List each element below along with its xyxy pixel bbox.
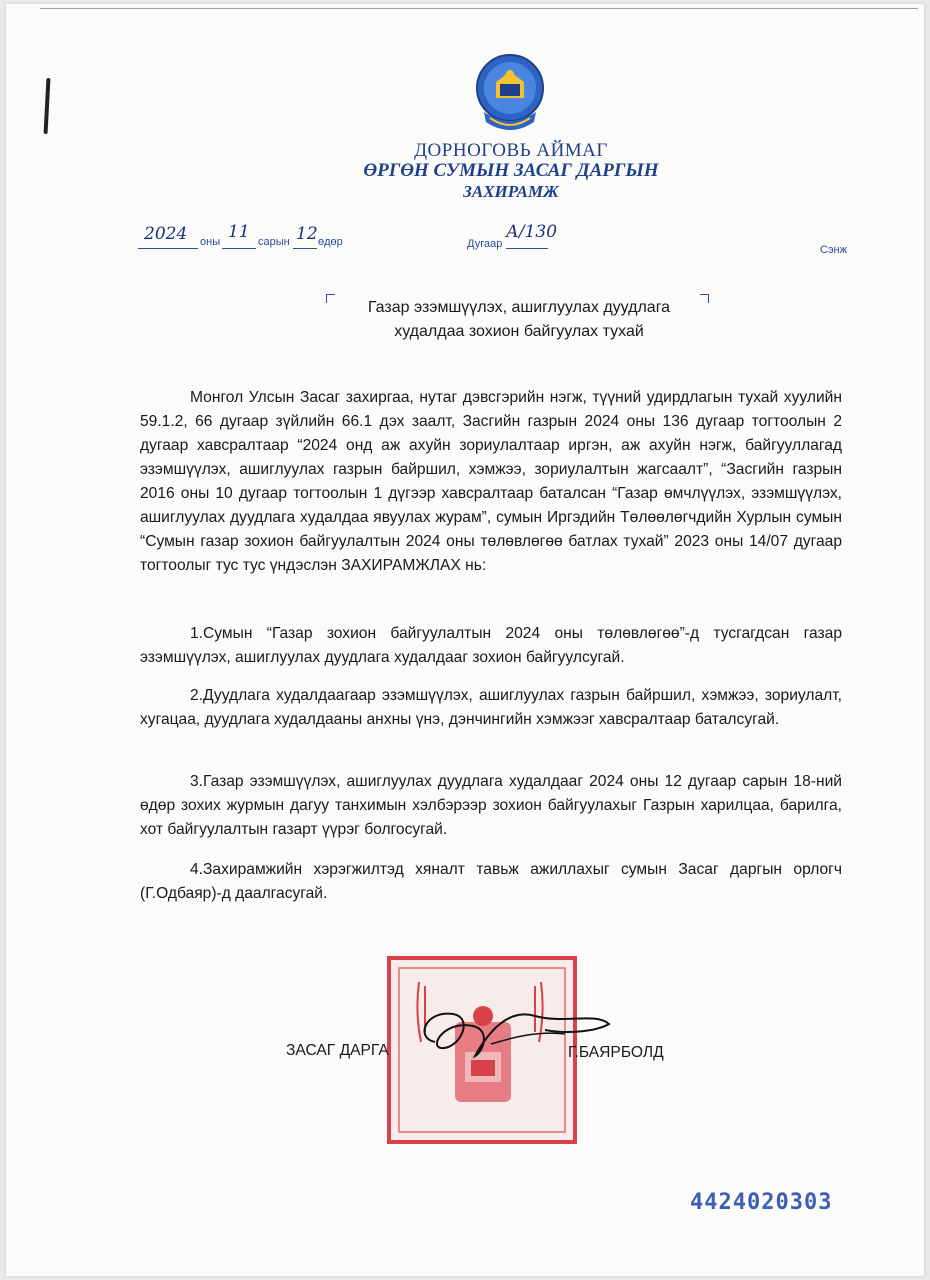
order-item-2-text: 2.Дуудлага худалдаагаар эзэмшүүлэх, ашиглуулах газрын байршил, хэмжээ, зориулалт, хугацаа, дуудлага худалдааны анхны үнэ, дэнчингийн хэмжээг хавсралтаар баталсугай. xyxy=(140,687,842,728)
registration-number: 4424020303 xyxy=(690,1190,833,1215)
date-day: 12 xyxy=(296,224,318,244)
preamble-text xyxy=(140,386,842,578)
document-type: ЗАХИРАМЖ xyxy=(463,182,559,201)
order-item-1 xyxy=(140,622,842,670)
year-label: оны xyxy=(200,236,221,248)
month-label: сарын xyxy=(258,236,290,248)
signer-name: Г.БАЯРБОЛД xyxy=(568,1044,664,1061)
document-title xyxy=(324,296,714,344)
order-item-3-text: 3.Газар эзэмшүүлэх, ашиглуулах дуудлага худалдааг 2024 оны 12 дугаар сарын 18-ний өдөр зохих журмын дагуу танхимын хэлбэрээр зохион байгуулахыг Газрын харилцаа, барилга, хот байгуулалтын газарт үүрэг болгосугай. xyxy=(140,773,842,838)
document-number: А/130 xyxy=(506,222,558,242)
number-label: Дугаар xyxy=(467,238,503,250)
date-month: 11 xyxy=(228,222,250,242)
issuer-title: ӨРГӨН СУМЫН ЗАСАГ ДАРГЫН xyxy=(363,160,659,181)
preamble-paragraph: Монгол Улсын Засаг захиргаа, нутаг дэвсгэрийн нэгж, түүний удирдлагын тухай хуулийн 59.1.2, 66 дугаар зүйлийн 66.1 дэх заалт, Засгийн газрын 2024 оны 136 дугаар тогтоолын 2 дугаар хавсралтаар “2024 онд аж ахуйн зориулалтаар иргэн, аж ахуйн нэгж, байгууллагад эзэмшүүлэх, ашиглуулах газрын байршил, хэмжээ, зориулалтын жагсаалт”, “Засгийн газрын 2016 оны 10 дугаар тогтоолын 1 дүгээр хавсралтаар баталсан “Газар өмчлүүлэх, эзэмшүүлэх, ашиглуулах дуудлага худалдаа явуулах журам”, сумын Иргэдийн Төлөөлөгчдийн Хурлын сумын “Сумын газар зохион байгуулалтын 2024 оны төлөвлөгөө батлах тухай” 2023 оны 14/07 дугаар тогтоолыг тус тус үндэслэн ЗАХИРАМЖЛАХ нь: xyxy=(140,389,842,574)
day-label: өдөр xyxy=(318,236,343,248)
order-item-4-text: 4.Захирамжийн хэрэгжилтэд хяналт тавьж ажиллахыг сумын Засаг даргын орлогч (Г.Одбаяр)-д даалгасугай. xyxy=(140,861,842,902)
title-line-2: худалдаа зохион байгуулах тухай xyxy=(394,323,644,340)
order-item-1-text: 1.Сумын “Газар зохион байгуулалтын 2024 оны төлөвлөгөө”-д тусгагдсан газар эзэмшүүлэх, ашиглуулах дуудлага худалдааг зохион байгуулсугай. xyxy=(140,625,842,666)
state-emblem-icon xyxy=(470,52,550,140)
title-line-1: Газар эзэмшүүлэх, ашиглуулах дуудлага xyxy=(367,299,671,316)
signer-title: ЗАСАГ ДАРГА xyxy=(286,1042,389,1059)
date-year: 2024 xyxy=(144,224,188,244)
order-item-3 xyxy=(140,770,842,842)
issue-place: Сэнж xyxy=(820,244,847,256)
scan-edge-line xyxy=(40,8,918,9)
aimag-name: ДОРНОГОВЬ АЙМАГ xyxy=(414,140,608,161)
order-item-4 xyxy=(140,858,842,906)
order-item-2 xyxy=(140,684,842,732)
